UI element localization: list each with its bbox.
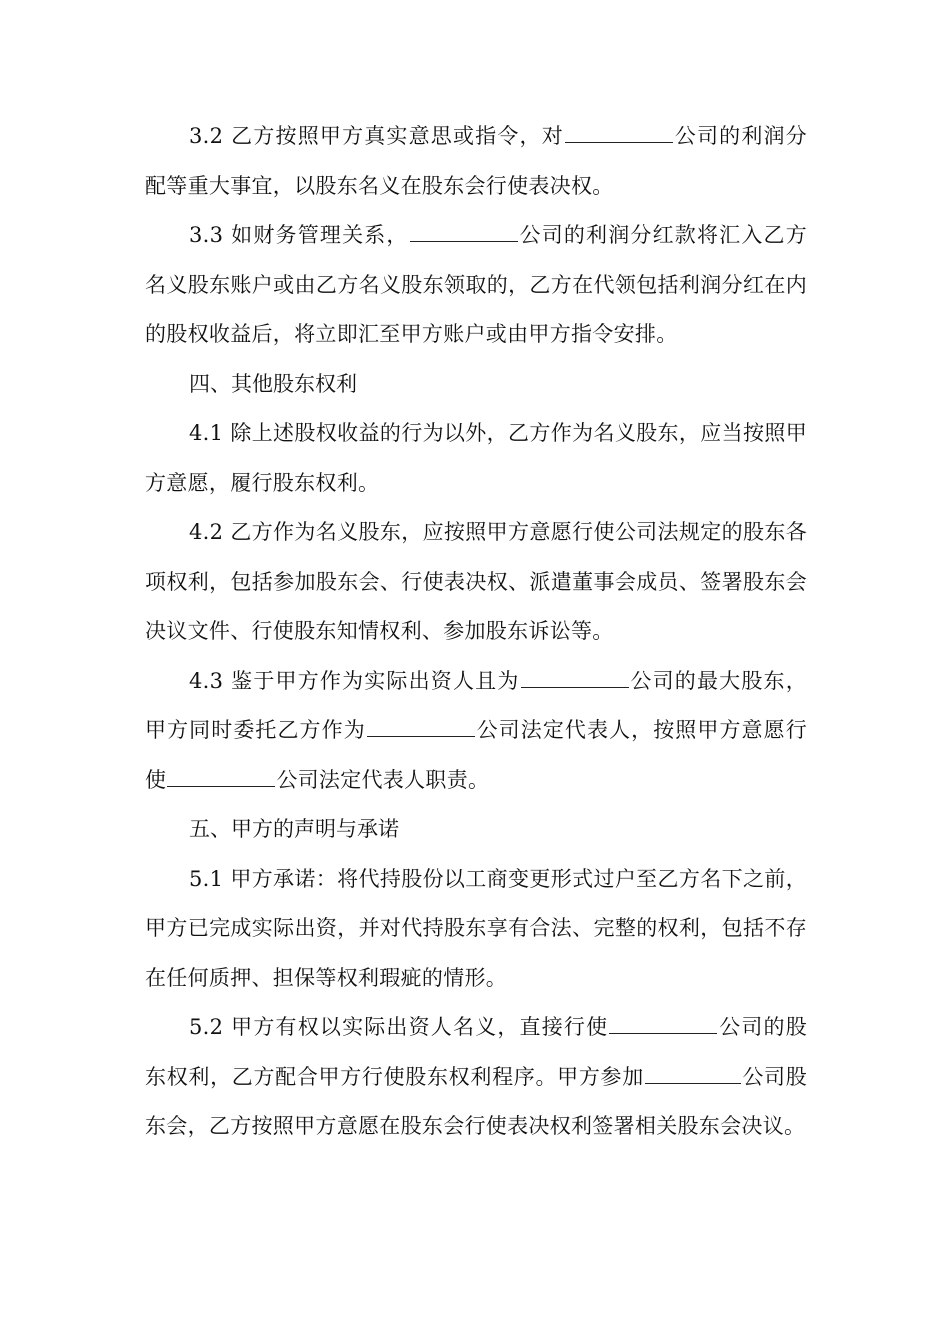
- fill-in-blank[interactable]: [645, 1061, 741, 1084]
- fill-in-blank[interactable]: [367, 714, 475, 737]
- clause-text: 4.1 除上述股权收益的行为以外，乙方作为名义股东，应当按照甲方意愿，履行股东权利。: [145, 421, 807, 495]
- fill-in-blank[interactable]: [565, 120, 673, 143]
- clause-text: 3.2 乙方按照甲方真实意思或指令，对: [189, 124, 564, 148]
- clause-text: 4.2 乙方作为名义股东，应按照甲方意愿行使公司法规定的股东各项权利，包括参加股东会、行使表决权、派遣董事会成员、签署股东会决议文件、行使股东知情权利、参加股东诉讼等。: [145, 520, 807, 643]
- clause-4-3: [145, 657, 807, 806]
- clause-text: 公司法定代表人，按照甲方意愿行使: [145, 718, 808, 792]
- clause-text: 公司股东会，乙方按照甲方意愿在股东会行使表决权利签署相关股东会决议。: [145, 1064, 807, 1138]
- section-heading-4: [145, 360, 807, 410]
- clause-5-1: [145, 855, 807, 1004]
- clause-4-1: [145, 409, 807, 508]
- clause-text: 5.1 甲方承诺：将代持股份以工商变更形式过户至乙方名下之前，甲方已完成实际出资，并对代持股东享有合法、完整的权利，包括不存在任何质押、担保等权利瑕疵的情形。: [145, 866, 807, 990]
- clause-text: 5.2 甲方有权以实际出资人名义，直接行使: [189, 1015, 609, 1039]
- fill-in-blank[interactable]: [167, 764, 275, 787]
- section-heading-5: [145, 805, 807, 855]
- clause-5-2: [145, 1003, 807, 1152]
- document-page: [145, 112, 807, 1152]
- clause-text: 公司的最大股东，甲方同时委托乙方作为: [145, 668, 807, 742]
- clause-4-2: [145, 508, 807, 657]
- fill-in-blank[interactable]: [410, 219, 518, 242]
- clause-text: 公司的利润分配等重大事宜，以股东名义在股东会行使表决权。: [145, 124, 807, 198]
- clause-text: 公司的股东权利，乙方配合甲方行使股东权利程序。甲方参加: [145, 1015, 807, 1089]
- clause-text: 公司的利润分红款将汇入乙方名义股东账户或由乙方名义股东领取的，乙方在代领包括利润分红在内的股权收益后，将立即汇至甲方账户或由甲方指令安排。: [145, 223, 808, 346]
- clause-text: 3.3 如财务管理关系，: [189, 223, 409, 247]
- fill-in-blank[interactable]: [609, 1011, 717, 1034]
- clause-3-3: [145, 211, 807, 360]
- heading-text: 五、甲方的声明与承诺: [189, 817, 399, 841]
- clause-text: 公司法定代表人职责。: [276, 767, 490, 792]
- heading-text: 四、其他股东权利: [189, 371, 357, 396]
- clause-3-2: [145, 112, 807, 211]
- clause-text: 4.3 鉴于甲方作为实际出资人且为: [189, 668, 520, 693]
- fill-in-blank[interactable]: [521, 665, 629, 688]
